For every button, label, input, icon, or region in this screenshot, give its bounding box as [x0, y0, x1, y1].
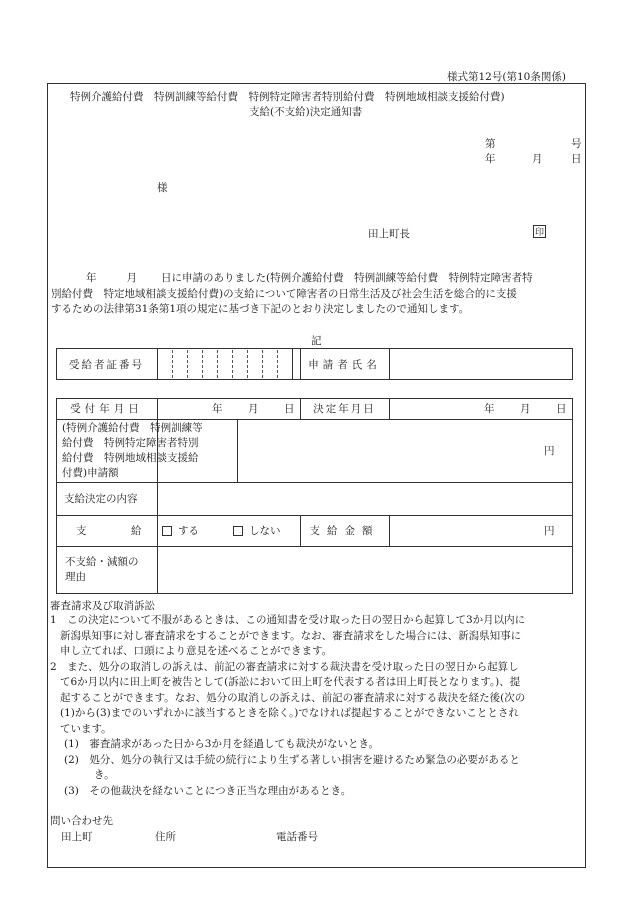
date-month: 月: [532, 153, 543, 165]
checkbox-yes-icon[interactable]: [162, 526, 172, 536]
appeal-item-2-line-4: (1)から(3)までのいずれかに該当するときを除く。)でなければ提起することができないこととされ: [60, 707, 519, 719]
receipt-date-month: 月: [248, 403, 259, 415]
doc-number-prefix: 第: [485, 138, 496, 150]
date-year: 年: [485, 153, 496, 165]
decision-date-day: 日: [556, 403, 567, 415]
decision-content-value[interactable]: [157, 482, 573, 515]
receipt-date-year: 年: [212, 403, 223, 415]
receipt-date-day: 日: [284, 403, 295, 415]
seal-mark: 印: [533, 225, 546, 238]
appeal-item-2-line-2: て6か月以内に田上町を被告として(訴訟において田上町を代表する者は田上町長となります。)、提: [60, 676, 521, 688]
request-label-line-4: 付費)申請額: [62, 467, 119, 479]
contact-heading: 問い合わせ先: [50, 815, 113, 827]
option-no-label: しない: [249, 525, 281, 537]
issuer: 田上町長: [368, 228, 410, 240]
appeal-item-2-line-3: 起することができます。なお、処分の取消しの訴えは、前記の審査請求に対する裁決を経た後(次の: [60, 691, 526, 704]
payment-amount-yen: 円: [544, 525, 555, 537]
recipient-number-label: 受給者証番号: [69, 358, 144, 371]
reason-label-line-2: 理由: [65, 571, 86, 583]
decision-date-month: 月: [520, 403, 531, 415]
contact-address-label: 住所: [155, 831, 176, 843]
body-paragraph: [51, 271, 586, 318]
appeal-item-2-line-5: ています。: [60, 722, 112, 735]
receipt-date-label: 受付年月日: [70, 403, 143, 415]
payment-option-yes[interactable]: [162, 515, 199, 546]
body-line-3: するための法律第31条第1項の規定に基づき下記のとおり決定しましたので通知します。: [51, 303, 470, 315]
decision-date-label: 決定年月日: [313, 403, 376, 415]
request-label-line-2: 給付費 特例特定障害者特別: [62, 437, 199, 449]
request-label-line-3: 給付費 特例地域相談支援給: [62, 452, 199, 464]
request-amount-label: [62, 421, 238, 481]
appeal-sub-1: (1) 審査請求があった日から3か月を経過しても裁決がないとき。: [64, 738, 380, 750]
reason-value[interactable]: [157, 546, 573, 594]
appeal-sub-3: (3) その他裁決を経ないことにつき正当な理由があるとき。: [64, 784, 352, 797]
form-number: 様式第12号(第10条関係): [447, 71, 566, 83]
date-day: 日: [571, 153, 582, 165]
checkbox-no-icon[interactable]: [233, 526, 243, 536]
appeal-sub-2-line-1: (2) 処分、処分の執行又は手続の続行により生ずる著しい損害を避けるため緊急の必要があると: [64, 753, 520, 766]
appeal-item-1-line-2: 新潟県知事に対し審査請求をすることができます。なお、審査請求をした場合には、新潟県知事に: [60, 629, 522, 642]
contact-town: 田上町: [61, 831, 93, 843]
decision-content-label: 支給決定の内容: [64, 493, 138, 505]
payment-option-no[interactable]: [233, 515, 281, 546]
title-line-1: 特例介護給付費 特例訓練等給付費 特例特定障害者特別給付費 特例地域相談支援給付費): [70, 91, 505, 103]
request-label-line-1: (特例介護給付費 特例訓練等: [62, 422, 203, 434]
appeal-item-1-line-1: 1 この決定について不服があるときは、この通知書を受け取った日の翌日から起算して3か月以内に: [50, 614, 526, 626]
decision-date-year: 年: [484, 403, 495, 415]
doc-number-suffix: 号: [571, 138, 582, 150]
applicant-name-value[interactable]: [389, 348, 573, 380]
appeal-item-1: [50, 613, 585, 799]
reason-label-line-1: 不支給・減額の: [65, 556, 139, 568]
appeal-sub-2-line-2: き。: [94, 769, 115, 781]
payment-label-left: 支: [76, 525, 87, 537]
body-year: 年: [86, 272, 97, 284]
payment-label-right: 給: [131, 525, 142, 537]
addressee-honorific: 様: [157, 182, 168, 194]
body-rest: 日に申請のありました(特例介護給付費 特例訓練等給付費 特例特定障害者特: [161, 272, 533, 284]
body-line-1: [51, 271, 586, 287]
appeal-heading: 審査請求及び取消訴訟: [50, 600, 155, 612]
payment-amount-label: 支給金額: [309, 525, 380, 537]
body-month: 月: [126, 272, 137, 284]
contact-phone-label: 電話番号: [276, 831, 318, 843]
recipient-number-value[interactable]: [157, 348, 292, 380]
ki-mark: 記: [311, 335, 322, 347]
applicant-name-label: 申請者氏名: [308, 358, 381, 371]
reason-label: [65, 555, 155, 585]
body-line-2: 別給付費 特定地域相談支援給付費)の支給について障害者の日常生活及び社会生活を総合的に支援: [51, 287, 517, 300]
option-yes-label: する: [178, 525, 199, 537]
title-line-2: 支給(不支給)決定通知書: [249, 106, 363, 118]
request-amount-yen: 円: [544, 445, 555, 457]
appeal-item-1-line-3: 申し立てれば、口頭により意見を述べることができます。: [60, 645, 333, 657]
appeal-item-2-line-1: 2 また、処分の取消しの訴えは、前記の審査請求に対する裁決書を受け取った日の翌日から起算し: [50, 660, 519, 673]
